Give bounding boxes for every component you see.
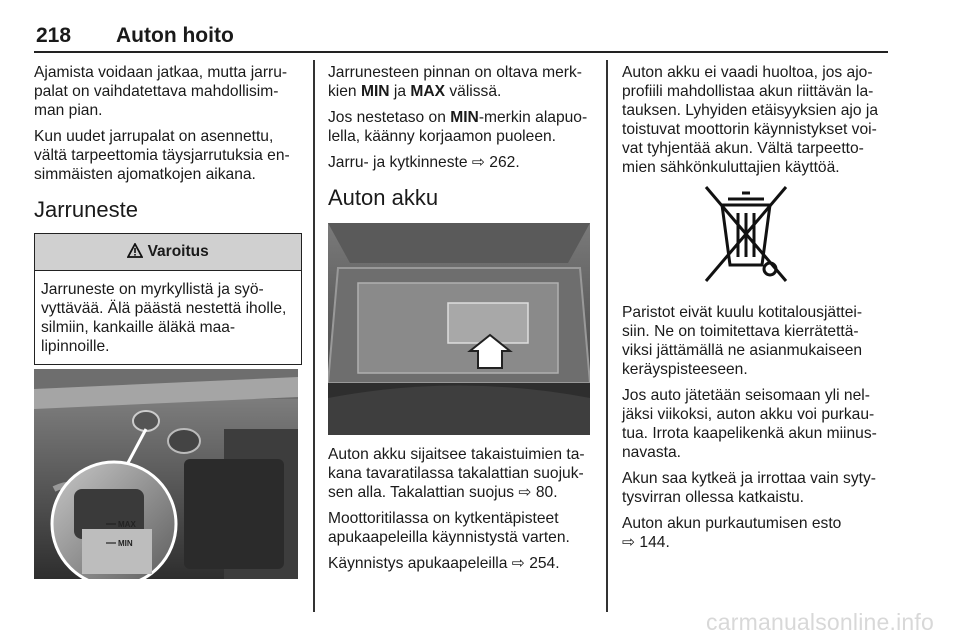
watermark: carmanualsonline.info <box>706 609 934 635</box>
warning-icon <box>127 243 147 260</box>
section-heading: Auton akku <box>328 185 439 210</box>
cross-reference[interactable]: Jarru- ja kytkinneste ⇨ 262. <box>328 154 520 171</box>
column-1 <box>34 63 302 365</box>
page-reference: 144. <box>639 534 670 551</box>
min-mark: MIN <box>450 109 479 126</box>
paragraph: Ajamista voidaan jatkaa, mutta jarru-palat on vaihdatettava mahdollisim-man pian. <box>34 64 288 119</box>
page-title: Auton hoito <box>116 24 234 47</box>
battery-location-image <box>328 223 590 435</box>
reference-arrow-icon: ⇨ <box>471 154 485 171</box>
max-label: MAX <box>118 520 136 529</box>
paragraph: Paristot eivät kuulu kotitalousjättei-siin. Ne on toimitettava kierrätettä-viksi jättämällä ne asianmukaiseen keräyspisteeseen. <box>622 304 863 378</box>
min-mark: MIN <box>360 83 390 100</box>
paragraph: Akun saa kytkeä ja irrottaa vain syty-tysvirran ollessa katkaistu. <box>622 470 876 506</box>
header-rule <box>34 51 888 53</box>
column-3-lower <box>622 303 888 559</box>
column-2 <box>328 63 590 221</box>
column-3 <box>622 63 888 184</box>
brake-fluid-reservoir-image <box>34 369 298 579</box>
page-reference: 262. <box>489 154 520 171</box>
paragraph: Jarrunesteen pinnan on oltava merk-kien MIN ja MAX välissä. <box>328 64 582 100</box>
cross-reference[interactable]: Käynnistys apukaapeleilla ⇨ 254. <box>328 555 560 572</box>
cross-reference[interactable]: Auton akun purkautumisen esto ⇨ 144. <box>622 515 842 551</box>
reference-arrow-icon: ⇨ <box>622 534 636 551</box>
section-heading: Jarruneste <box>34 197 138 222</box>
page-reference: 80. <box>535 484 558 501</box>
paragraph: Auton akku ei vaadi huoltoa, jos ajo-profiili mahdollistaa akun riittävän la-tauksen. Lyhyiden etäisyyksien ajo ja toistuvat moottorin käynnistykset voi-vat tyhjentää akun. Vältä tarpeetto-mien sähkönkuluttajien käyttöä. <box>622 64 879 176</box>
paragraph: Jos nestetaso on MIN-merkin alapuo-lella, käänny korjaamon puoleen. <box>328 109 588 145</box>
column-2-lower <box>328 445 590 580</box>
reference-arrow-icon: ⇨ <box>518 484 532 501</box>
cross-reference[interactable]: Auton akku sijaitsee takaistuimien ta-kana tavaratilassa takalattian suojuk-sen alla. Takalattian suojus ⇨ 80. <box>328 446 585 501</box>
crossed-out-wheelie-bin-icon <box>700 183 792 285</box>
warning-box <box>34 233 302 365</box>
page-reference: 254. <box>529 555 560 572</box>
min-label: MIN <box>118 539 133 548</box>
warning-title: Varoitus <box>147 243 209 260</box>
page-number: 218 <box>36 24 72 47</box>
warning-header <box>35 234 301 271</box>
max-mark: MAX <box>410 83 446 100</box>
paragraph: Kun uudet jarrupalat on asennettu, vältä tarpeettomia täysjarrutuksia en-simmäisten ajomatkojen aikana. <box>34 128 290 183</box>
column-divider <box>313 60 315 612</box>
warning-text: Jarruneste on myrkyllistä ja syö-vyttävää. Älä päästä nestettä iholle, silmiin, kankaille äläkä maa-lipinnoille. <box>41 281 287 355</box>
column-divider <box>606 60 608 612</box>
reference-arrow-icon: ⇨ <box>511 555 525 572</box>
paragraph: Jos auto jätetään seisomaan yli nel-jäksi viikoksi, auton akku voi purkau-tua. Irrota kaapelikenkä akun miinus-navasta. <box>622 387 877 461</box>
paragraph: Moottoritilassa on kytkentäpisteet apukaapeleilla käynnistystä varten. <box>328 510 570 546</box>
